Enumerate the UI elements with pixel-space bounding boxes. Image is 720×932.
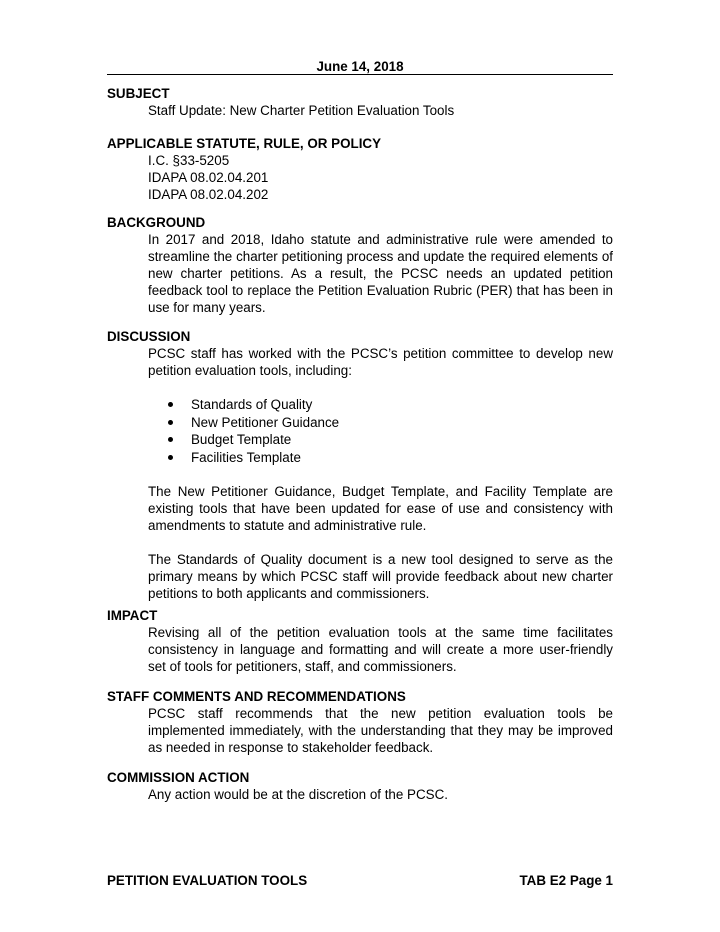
discussion-paragraph-2: The New Petitioner Guidance, Budget Template, and Facility Template are existing tools that have been updated for ease of use and consistency with amendments to statute and administrative rule. <box>148 484 613 533</box>
statute-line: IDAPA 08.02.04.202 <box>148 187 269 202</box>
statute-line: I.C. §33-5205 <box>148 153 230 168</box>
list-item <box>148 449 613 467</box>
list-item <box>148 414 613 432</box>
list-item-label: Facilities Template <box>191 449 301 465</box>
page-header-date: June 14, 2018 <box>316 59 404 74</box>
header-rule <box>107 74 613 75</box>
footer-document-title: PETITION EVALUATION TOOLS <box>107 873 308 888</box>
background-text: In 2017 and 2018, Idaho statute and administrative rule were amended to streamline the charter petitioning process and update the required elements of new charter petitions. As a result, the PCSC needs an updated petition feedback tool to replace the Petition Evaluation Rubric (PER) that has been in use for many years. <box>148 232 613 315</box>
discussion-section <box>107 328 613 602</box>
commission-action-text: Any action would be at the discretion of the PCSC. <box>148 787 448 802</box>
staff-comments-heading: STAFF COMMENTS AND RECOMMENDATIONS <box>107 689 406 704</box>
bullet-icon <box>168 437 173 442</box>
footer-page-number: TAB E2 Page 1 <box>519 873 613 888</box>
discussion-heading: DISCUSSION <box>107 329 191 344</box>
bullet-icon <box>168 420 173 425</box>
bullet-icon <box>168 455 173 460</box>
list-item <box>148 431 613 449</box>
staff-comments-text: PCSC staff recommends that the new petition evaluation tools be implemented immediately, with the understanding that they may be improved as needed in response to stakeholder feedback. <box>148 706 613 755</box>
tools-list <box>148 396 613 466</box>
bullet-icon <box>168 402 173 407</box>
background-heading: BACKGROUND <box>107 215 206 230</box>
discussion-paragraph-3: The Standards of Quality document is a new tool designed to serve as the primary means by which PCSC staff will provide feedback about new charter petitions to both applicants and commissioners. <box>148 552 613 601</box>
list-item-label: New Petitioner Guidance <box>191 414 340 430</box>
impact-heading: IMPACT <box>107 608 158 623</box>
statute-line: IDAPA 08.02.04.201 <box>148 170 269 185</box>
statute-heading: APPLICABLE STATUTE, RULE, OR POLICY <box>107 136 382 151</box>
impact-section <box>107 607 613 675</box>
commission-action-heading: COMMISSION ACTION <box>107 770 250 785</box>
statute-section <box>107 135 613 203</box>
background-section <box>107 214 613 316</box>
subject-text: Staff Update: New Charter Petition Evaluation Tools <box>148 103 455 118</box>
list-item-label: Budget Template <box>191 432 292 447</box>
commission-action-section <box>107 769 613 803</box>
subject-section <box>107 85 613 119</box>
impact-text: Revising all of the petition evaluation tools at the same time facilitates consistency in language and formatting and will create a more user-friendly set of tools for petitioners, staff, and commissioners. <box>148 625 613 674</box>
staff-comments-section <box>107 688 613 756</box>
subject-heading: SUBJECT <box>107 86 170 101</box>
list-item-label: Standards of Quality <box>191 397 313 412</box>
list-item <box>148 396 613 414</box>
discussion-intro: PCSC staff has worked with the PCSC’s petition committee to develop new petition evaluation tools, including: <box>148 346 613 378</box>
